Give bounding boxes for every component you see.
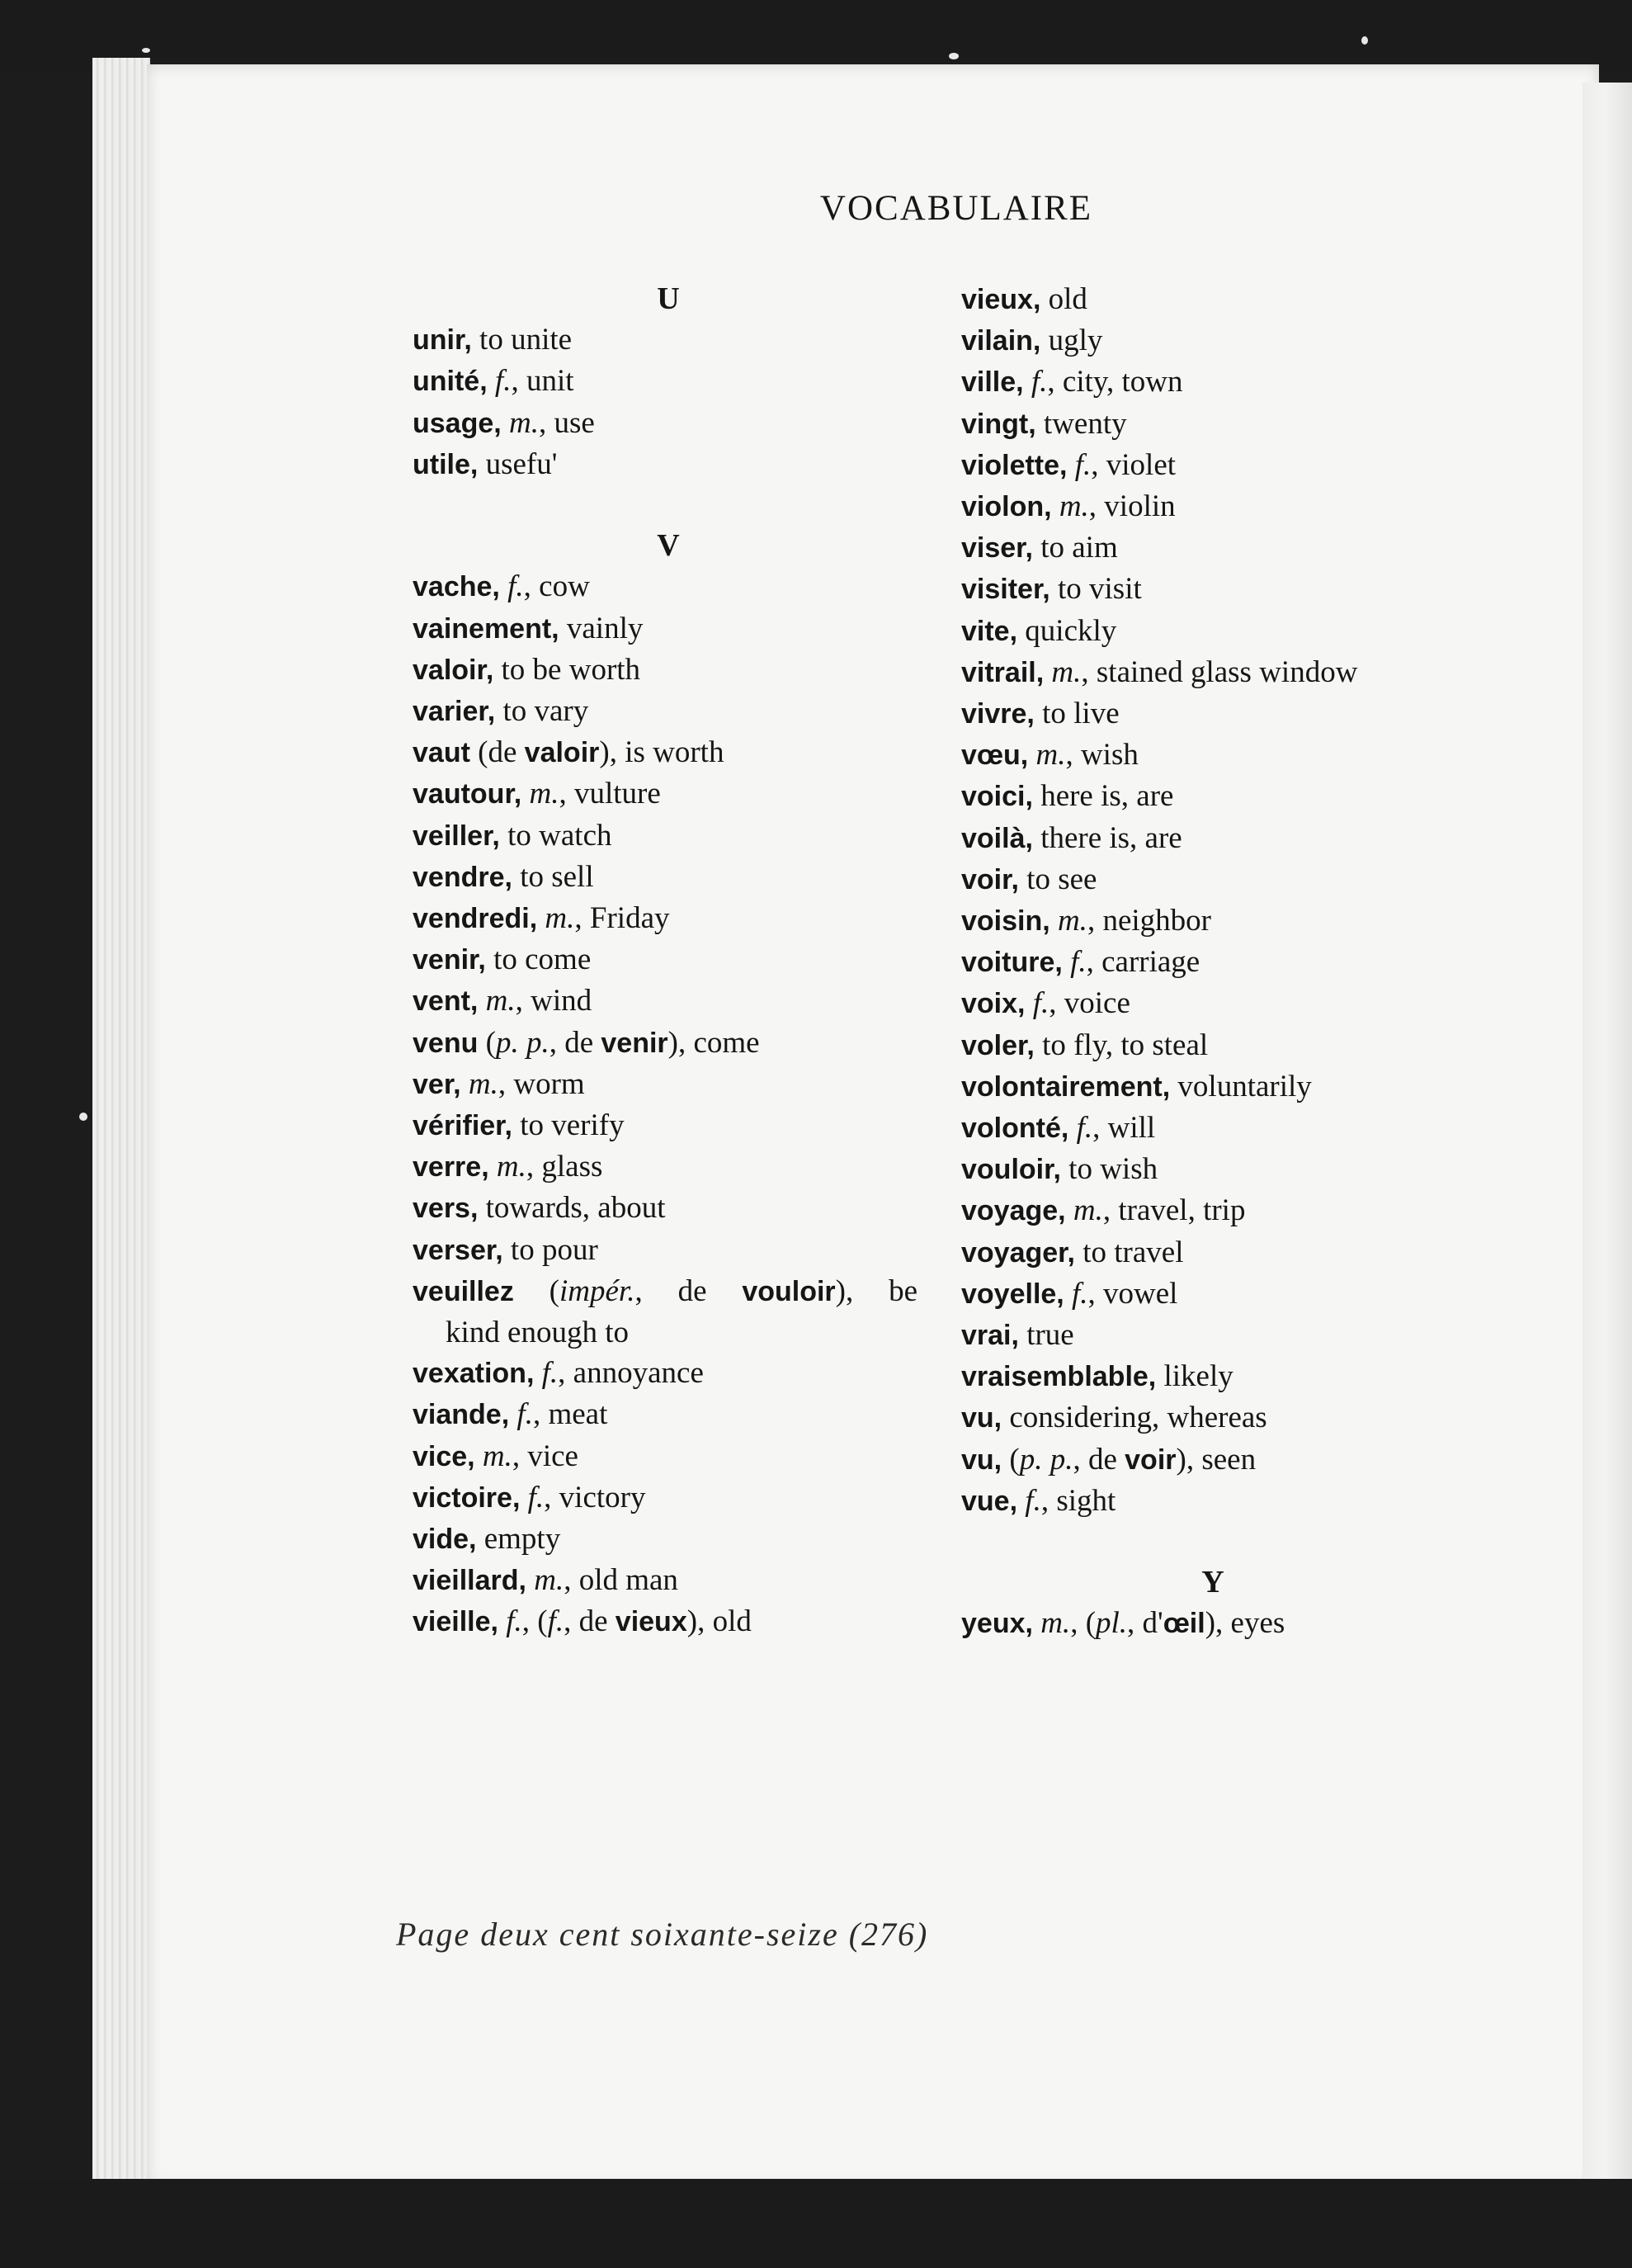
- vocab-entry: [413, 939, 957, 980]
- headword: vide,: [413, 1524, 477, 1556]
- headword: voix,: [961, 988, 1026, 1020]
- headword: veuillez: [413, 1275, 514, 1307]
- headword: verre,: [413, 1151, 489, 1184]
- headword: venu: [413, 1027, 479, 1059]
- vocab-entry: [961, 1108, 1539, 1149]
- headword: vendre,: [413, 861, 512, 893]
- headword: vingt,: [961, 408, 1036, 440]
- gloss: f., cow: [507, 569, 590, 604]
- vocab-entry: [413, 1519, 957, 1560]
- headword: vache,: [413, 571, 500, 603]
- gloss: considering, whereas: [1002, 1401, 1267, 1435]
- headword: ville,: [961, 366, 1024, 399]
- gloss: m., wind: [485, 984, 592, 1018]
- vocab-entry: [413, 1436, 957, 1477]
- headword: volontairement,: [961, 1070, 1171, 1103]
- gloss: (de valoir), is worth: [469, 735, 724, 770]
- headword: voisin,: [961, 905, 1050, 938]
- gloss: voluntarily: [1170, 1069, 1312, 1103]
- vocab-entry: [961, 818, 1539, 859]
- gloss: usefu': [478, 447, 558, 481]
- page-stack-edge-left: [92, 58, 150, 2212]
- gloss: here is, are: [1032, 779, 1174, 814]
- gloss: m., Friday: [545, 901, 670, 935]
- gloss: to pour: [502, 1232, 598, 1267]
- headword: verser,: [413, 1234, 503, 1266]
- vocab-entry: [413, 566, 957, 607]
- headword: vers,: [413, 1193, 479, 1225]
- vocab-entry: [961, 652, 1539, 693]
- headword: vouloir,: [961, 1154, 1061, 1186]
- headword: voyager,: [961, 1236, 1075, 1269]
- headword: volonté,: [961, 1113, 1069, 1145]
- headword: venir,: [413, 944, 486, 976]
- gloss: m., wish: [1035, 738, 1139, 773]
- gloss: f., carriage: [1070, 945, 1200, 980]
- gloss: f., victory: [527, 1480, 646, 1514]
- left-column: [413, 279, 957, 1643]
- gloss: f., (f., de vieux), old: [506, 1604, 752, 1639]
- gloss: f., unit: [494, 364, 574, 399]
- vocab-entry: [961, 1356, 1539, 1397]
- vocab-entry: [413, 1601, 957, 1642]
- gloss: old: [1040, 282, 1087, 316]
- gloss: m., violin: [1059, 489, 1176, 524]
- gloss: m., (pl., d'œil), eyes: [1040, 1606, 1285, 1641]
- headword: vainement,: [413, 612, 559, 645]
- gloss: true: [1018, 1318, 1074, 1353]
- headword: victoire,: [413, 1481, 521, 1514]
- headword: ver,: [413, 1068, 461, 1100]
- headword: voilà,: [961, 822, 1033, 854]
- headword: unir,: [413, 324, 472, 357]
- gloss: to sell: [512, 859, 594, 894]
- headword: voici,: [961, 781, 1033, 813]
- scan-border-bottom: [0, 2179, 1632, 2268]
- gloss: m., worm: [468, 1066, 585, 1101]
- section-letter: Y: [1201, 1565, 1224, 1600]
- headword: violette,: [961, 449, 1068, 481]
- gloss: to come: [485, 943, 592, 977]
- running-head: VOCABULAIRE: [819, 189, 1093, 228]
- gloss: m., neighbor: [1057, 904, 1211, 938]
- headword: vœu,: [961, 739, 1029, 772]
- headword: veiller,: [413, 820, 500, 852]
- gloss: to fly, to steal: [1034, 1028, 1209, 1062]
- page-folio: Page deux cent soixante-seize (276): [396, 1916, 929, 1953]
- headword: vieille,: [413, 1606, 498, 1638]
- vocab-entry: [413, 319, 957, 361]
- headword: usage,: [413, 407, 502, 439]
- gloss: empty: [476, 1522, 561, 1557]
- gloss: to travel: [1074, 1235, 1184, 1269]
- vocab-entry: [413, 403, 957, 444]
- gloss: f., sight: [1025, 1483, 1116, 1518]
- vocab-entry: [413, 1560, 957, 1601]
- headword: vendredi,: [413, 903, 538, 934]
- gloss: m., glass: [496, 1150, 603, 1184]
- gloss: m., vulture: [529, 777, 661, 811]
- headword: vivre,: [961, 698, 1035, 730]
- scan-speck: [79, 1113, 87, 1121]
- gloss: towards, about: [478, 1191, 666, 1226]
- headword: voler,: [961, 1029, 1035, 1061]
- right-column: [961, 279, 1539, 1645]
- vocab-entry: [413, 1146, 957, 1188]
- vocab-entry: [961, 1315, 1539, 1356]
- gloss: to unite: [471, 323, 573, 357]
- vocab-entry: [961, 1397, 1539, 1439]
- gloss: f., vowel: [1072, 1276, 1178, 1311]
- vocab-entry: [961, 1603, 1539, 1644]
- vocab-entry: [961, 1066, 1539, 1108]
- headword: vaut: [413, 737, 470, 769]
- gloss: there is, are: [1032, 820, 1182, 855]
- gloss: (impér., de vouloir), be: [513, 1273, 917, 1308]
- gloss: to be worth: [493, 652, 641, 687]
- gloss: quickly: [1017, 613, 1117, 648]
- vocab-entry: [413, 361, 957, 402]
- gloss: (p. p., de venir), come: [478, 1025, 760, 1060]
- gloss: f., violet: [1074, 447, 1177, 482]
- scan-border-top: [0, 0, 1632, 66]
- section-letter: U: [657, 281, 680, 316]
- gloss: likely: [1156, 1359, 1233, 1394]
- vocab-entry: [413, 650, 957, 691]
- section-gap: [413, 485, 957, 526]
- headword: visiter,: [961, 574, 1050, 606]
- headword: valoir,: [413, 654, 494, 686]
- scan-speck: [142, 48, 150, 53]
- gloss: to visit: [1049, 572, 1142, 607]
- vocab-entry: [413, 1394, 957, 1435]
- vocab-entry: [413, 1353, 957, 1394]
- vocab-entry: [961, 776, 1539, 817]
- headword: vice,: [413, 1440, 475, 1472]
- headword: vent,: [413, 985, 479, 1018]
- gloss: m., travel, trip: [1073, 1193, 1246, 1228]
- vocab-entry: [413, 1271, 917, 1312]
- vocab-entry: [413, 1188, 957, 1229]
- headword: varier,: [413, 695, 496, 727]
- vocab-entry: [961, 361, 1539, 403]
- headword: viser,: [961, 532, 1033, 565]
- vocab-entry: [961, 404, 1539, 445]
- vocab-entry: [961, 1481, 1539, 1522]
- gloss: to wish: [1060, 1152, 1158, 1187]
- gloss: vainly: [559, 611, 644, 645]
- vocab-entry: [961, 859, 1539, 900]
- vocab-entry: [413, 732, 957, 773]
- vocab-entry: [961, 942, 1539, 983]
- headword: vite,: [961, 615, 1018, 647]
- vocab-entry: [961, 1190, 1539, 1231]
- headword: vitrail,: [961, 656, 1045, 688]
- gloss: ugly: [1040, 324, 1103, 358]
- vocab-entry: [961, 900, 1539, 942]
- scan-speck: [949, 53, 959, 59]
- vocab-entry: [413, 1477, 957, 1519]
- headword: vérifier,: [413, 1110, 512, 1142]
- vocab-entry: [413, 898, 957, 939]
- headword: voiture,: [961, 947, 1063, 979]
- vocab-entry: [413, 980, 957, 1022]
- vocab-entry: [961, 1025, 1539, 1066]
- vocab-entry: [961, 735, 1539, 776]
- section-gap: [961, 1522, 1539, 1562]
- gloss: m., use: [508, 405, 595, 440]
- vocab-entry: [961, 611, 1539, 652]
- gloss: to see: [1018, 862, 1097, 896]
- gloss: twenty: [1035, 406, 1127, 441]
- vocab-entry: [961, 527, 1539, 569]
- vocab-entry: [961, 1232, 1539, 1273]
- headword: vue,: [961, 1485, 1018, 1517]
- headword: vieillard,: [413, 1565, 526, 1597]
- headword: voyage,: [961, 1195, 1066, 1227]
- page-stack-edge-right: [1582, 83, 1632, 2179]
- vocab-entry: [413, 1230, 957, 1271]
- gloss: f., will: [1076, 1111, 1156, 1146]
- gloss: m., old man: [534, 1563, 678, 1598]
- headword: violon,: [961, 491, 1052, 523]
- vocab-entry: [413, 773, 957, 815]
- vocab-entry: [961, 279, 1539, 320]
- vocab-entry: [413, 608, 957, 650]
- headword: viande,: [413, 1399, 510, 1431]
- vocab-entry: [961, 983, 1539, 1024]
- gloss: to vary: [495, 693, 589, 728]
- vocab-entry: [961, 1149, 1539, 1190]
- vocab-entry: [413, 815, 957, 857]
- vocab-entry: [961, 320, 1539, 361]
- vocab-entry: [961, 1439, 1539, 1481]
- headword: voyelle,: [961, 1278, 1064, 1310]
- gloss: f., meat: [516, 1397, 608, 1432]
- headword: vu,: [961, 1402, 1002, 1434]
- gloss: (p. p., de voir), seen: [1002, 1442, 1257, 1477]
- vocab-entry: [413, 444, 957, 485]
- vocab-entry: [961, 1273, 1539, 1315]
- headword: vu,: [961, 1443, 1002, 1476]
- vocab-entry: [413, 1064, 957, 1105]
- vocab-entry: [961, 569, 1539, 610]
- vocab-entry: [961, 693, 1539, 735]
- gloss: kind enough to: [446, 1316, 629, 1350]
- headword: voir,: [961, 863, 1019, 895]
- gloss: f., city, town: [1031, 365, 1183, 399]
- gloss: to aim: [1032, 531, 1118, 565]
- vocab-entry: [413, 1023, 957, 1064]
- scan-speck: [1361, 36, 1368, 45]
- gloss: to live: [1034, 697, 1120, 731]
- vocab-entry: [961, 445, 1539, 486]
- headword: yeux,: [961, 1608, 1033, 1640]
- gloss: m., vice: [482, 1439, 578, 1473]
- headword: vieux,: [961, 284, 1041, 315]
- gloss: to verify: [512, 1108, 625, 1143]
- headword: vautour,: [413, 778, 522, 810]
- headword: utile,: [413, 448, 479, 480]
- headword: vraisemblable,: [961, 1361, 1157, 1393]
- gloss: f., voice: [1032, 986, 1130, 1021]
- headword: vilain,: [961, 325, 1041, 357]
- headword: vrai,: [961, 1320, 1019, 1352]
- gloss: f., annoyance: [541, 1356, 704, 1391]
- vocab-entry: [413, 691, 957, 732]
- gloss: to watch: [499, 818, 612, 853]
- headword: vexation,: [413, 1358, 535, 1390]
- vocab-entry: [413, 1312, 957, 1353]
- vocab-entry: [961, 486, 1539, 527]
- vocab-entry: [413, 857, 957, 898]
- vocab-entry: [413, 1105, 957, 1146]
- gloss: m., stained glass window: [1051, 654, 1358, 689]
- section-letter: V: [657, 528, 680, 564]
- headword: unité,: [413, 366, 488, 398]
